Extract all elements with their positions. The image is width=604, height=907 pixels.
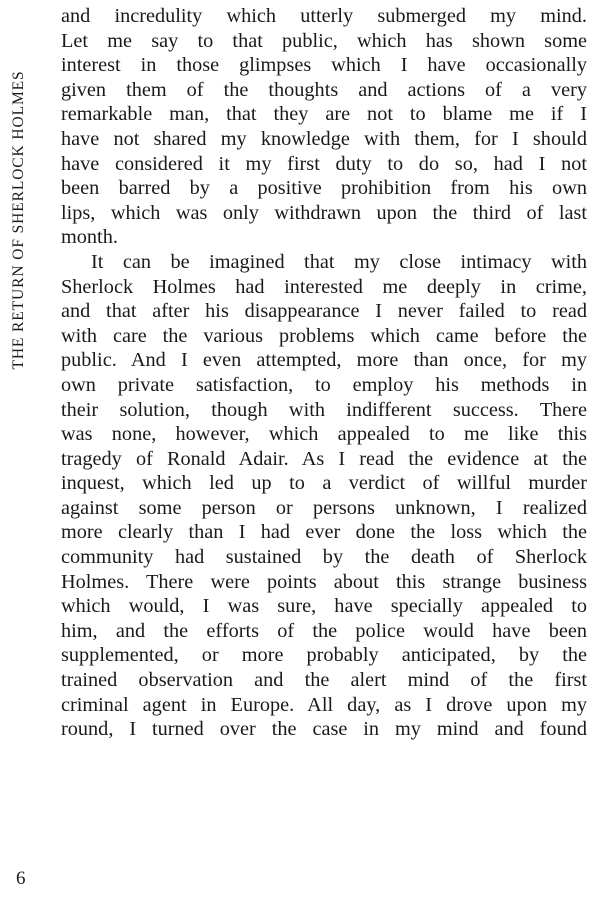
page-number: 6 — [16, 868, 26, 889]
text-line: been barred by a positive prohibition from his own — [61, 177, 587, 200]
text-line: own private satisfaction, to employ his methods in — [61, 373, 587, 396]
text-line: tragedy of Ronald Adair. As I read the evidence at the — [61, 447, 587, 470]
body-text — [61, 4, 587, 742]
text-line: and incredulity which utterly submerged my mind. — [61, 5, 587, 27]
text-line: with care the various problems which came before the — [61, 324, 587, 347]
text-line: round, I turned over the case in my mind and found — [61, 718, 587, 741]
text-line: trained observation and the alert mind of the first — [61, 669, 587, 692]
text-line: him, and the efforts of the police would have been — [61, 619, 587, 642]
text-line: against some person or persons unknown, I realized — [61, 496, 587, 519]
text-line: remarkable man, that they are not to blame me if I — [61, 103, 587, 126]
text-line: criminal agent in Europe. All day, as I drove upon my — [61, 693, 587, 716]
text-line: It can be imagined that my close intimacy with — [91, 250, 587, 273]
text-line: inquest, which led up to a verdict of willful murder — [61, 472, 587, 495]
text-line: was none, however, which appealed to me like this — [61, 423, 587, 446]
text-line: their solution, though with indifferent success. There — [61, 398, 587, 421]
text-line: public. And I even attempted, more than once, for my — [61, 349, 587, 372]
text-line: have not shared my knowledge with them, for I should — [61, 127, 587, 150]
text-line: Holmes. There were points about this strange business — [61, 570, 587, 593]
text-line: community had sustained by the death of Sherlock — [61, 546, 587, 569]
running-head — [0, 30, 38, 410]
text-line: supplemented, or more probably anticipated, by the — [61, 644, 587, 667]
text-line: have considered it my first duty to do so, had I not — [61, 152, 587, 175]
running-head-text: THE RETURN OF SHERLOCK HOLMES — [10, 70, 27, 370]
text-line: which would, I was sure, have specially appealed to — [61, 595, 587, 618]
text-line: interest in those glimpses which I have occasionally — [61, 54, 587, 77]
text-line: and that after his disappearance I never failed to read — [61, 300, 587, 323]
text-line: Let me say to that public, which has shown some — [61, 29, 587, 52]
text-line: given them of the thoughts and actions of a very — [61, 78, 587, 101]
text-line: Sherlock Holmes had interested me deeply in crime, — [61, 275, 587, 298]
text-line: lips, which was only withdrawn upon the third of last — [61, 201, 587, 224]
text-line: more clearly than I had ever done the loss which the — [61, 521, 587, 544]
text-line: month. — [61, 226, 118, 249]
